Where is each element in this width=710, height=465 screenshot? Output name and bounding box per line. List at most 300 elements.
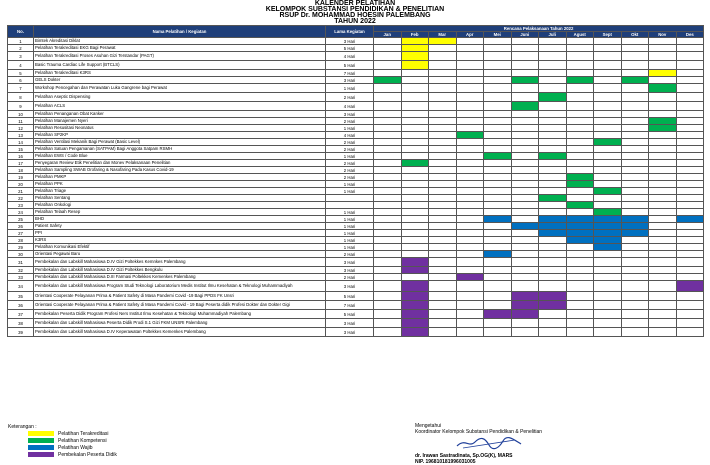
- month-cell: [676, 38, 704, 45]
- month-cell: [539, 146, 567, 153]
- row-number: 37: [8, 310, 34, 319]
- row-number: 39: [8, 328, 34, 337]
- month-cell: [539, 93, 567, 102]
- month-cell: [429, 281, 457, 292]
- month-cell: [566, 125, 594, 132]
- month-cell: [539, 319, 567, 328]
- row-number: 10: [8, 111, 34, 118]
- month-cell: [676, 181, 704, 188]
- month-cell: [594, 174, 622, 181]
- month-cell: [649, 93, 677, 102]
- month-cell: [676, 146, 704, 153]
- month-cell: [649, 328, 677, 337]
- month-cell: [456, 167, 484, 174]
- row-number: 22: [8, 195, 34, 202]
- month-cell: [511, 77, 539, 84]
- month-cell: [374, 216, 402, 223]
- month-cell: [456, 230, 484, 237]
- month-cell: [429, 274, 457, 281]
- month-cell: [374, 328, 402, 337]
- month-cell: [401, 118, 429, 125]
- month-cell: [374, 160, 402, 167]
- month-cell: [374, 237, 402, 244]
- training-duration: 5 Hari: [326, 61, 374, 70]
- row-number: 36: [8, 301, 34, 310]
- month-cell: [401, 153, 429, 160]
- month-cell: [676, 319, 704, 328]
- month-cell: [621, 118, 649, 125]
- month-cell: [566, 319, 594, 328]
- month-cell: [456, 202, 484, 209]
- month-cell: [594, 77, 622, 84]
- month-cell: [676, 61, 704, 70]
- month-cell: [621, 292, 649, 301]
- table-row: [8, 70, 704, 77]
- month-cell: [566, 146, 594, 153]
- month-cell: [676, 223, 704, 230]
- month-header: Sept: [594, 32, 622, 38]
- month-cell: [621, 84, 649, 93]
- month-cell: [484, 281, 512, 292]
- signature-block: [415, 423, 542, 465]
- month-cell: [621, 38, 649, 45]
- month-cell: [539, 244, 567, 251]
- month-cell: [511, 244, 539, 251]
- month-header: Okt: [621, 32, 649, 38]
- month-cell: [456, 274, 484, 281]
- month-cell: [566, 93, 594, 102]
- month-cell: [401, 132, 429, 139]
- month-cell: [621, 216, 649, 223]
- month-cell: [539, 52, 567, 61]
- training-duration: 3 Hari: [326, 111, 374, 118]
- month-cell: [511, 209, 539, 216]
- month-cell: [566, 274, 594, 281]
- month-cell: [401, 209, 429, 216]
- month-cell: [566, 181, 594, 188]
- table-row: [8, 167, 704, 174]
- month-cell: [456, 237, 484, 244]
- signature-role: Koordinator Kelompok Substansi Pendidikan & Penelitian: [415, 429, 543, 435]
- month-header: Apr: [456, 32, 484, 38]
- training-name: Pembekalan Peserta Didik Program Profesi Ners Institut Ilmu Kesehatan & Teknologi Muhammadiyah Palembang: [34, 310, 326, 319]
- month-cell: [374, 202, 402, 209]
- month-cell: [649, 118, 677, 125]
- month-cell: [594, 274, 622, 281]
- month-cell: [484, 146, 512, 153]
- header-no: No.: [8, 26, 34, 38]
- month-cell: [374, 174, 402, 181]
- doc-title-1: KALENDER PELATIHAN: [314, 0, 396, 7]
- month-cell: [621, 237, 649, 244]
- row-number: 33: [8, 274, 34, 281]
- training-name: Pembekalan dan Labskill Mahasiswa Program Studi Teknologi Laboratorium Medis Institut Ilmu Kesehatan & Teknologi Muhammadiyah: [34, 281, 326, 292]
- table-row: [8, 230, 704, 237]
- row-number: 34: [8, 281, 34, 292]
- legend-title: Keterangan :: [8, 424, 37, 430]
- month-cell: [484, 153, 512, 160]
- month-cell: [429, 310, 457, 319]
- month-cell: [374, 45, 402, 52]
- month-cell: [511, 202, 539, 209]
- month-cell: [676, 111, 704, 118]
- schedule-body: [8, 38, 704, 337]
- month-cell: [649, 267, 677, 274]
- row-number: 15: [8, 146, 34, 153]
- legend-label: Pembekalan Peserta Didik: [58, 451, 117, 458]
- month-cell: [676, 93, 704, 102]
- month-cell: [401, 216, 429, 223]
- month-cell: [511, 310, 539, 319]
- table-row: [8, 132, 704, 139]
- month-cell: [649, 281, 677, 292]
- month-cell: [429, 251, 457, 258]
- row-number: 26: [8, 223, 34, 230]
- month-cell: [429, 93, 457, 102]
- training-name: Pelatihan Terakreditasi Proses Asuhan Gizi Terstandar (PAGT): [34, 52, 326, 61]
- month-cell: [594, 38, 622, 45]
- month-cell: [374, 188, 402, 195]
- month-cell: [401, 237, 429, 244]
- month-cell: [566, 251, 594, 258]
- month-cell: [676, 132, 704, 139]
- month-cell: [649, 160, 677, 167]
- month-cell: [456, 181, 484, 188]
- training-name: Pelatihan Resusitasi Neonatus: [34, 125, 326, 132]
- row-number: 23: [8, 202, 34, 209]
- month-cell: [429, 328, 457, 337]
- month-cell: [511, 292, 539, 301]
- month-cell: [649, 251, 677, 258]
- month-cell: [484, 38, 512, 45]
- month-header: Nov: [649, 32, 677, 38]
- training-duration: 1 Hari: [326, 244, 374, 251]
- month-cell: [429, 209, 457, 216]
- month-header: Agust: [566, 32, 594, 38]
- month-cell: [676, 102, 704, 111]
- month-cell: [649, 174, 677, 181]
- month-cell: [649, 45, 677, 52]
- month-cell: [539, 223, 567, 230]
- month-cell: [401, 139, 429, 146]
- training-duration: 7 Hari: [326, 70, 374, 77]
- month-cell: [511, 223, 539, 230]
- training-name: Pelatihan Manajemen Nyeri: [34, 118, 326, 125]
- row-number: 3: [8, 52, 34, 61]
- month-cell: [621, 195, 649, 202]
- month-cell: [676, 258, 704, 267]
- row-number: 30: [8, 251, 34, 258]
- month-header: Mei: [484, 32, 512, 38]
- training-duration: 2 Hari: [326, 139, 374, 146]
- training-name: Pelatihan Onkologi: [34, 202, 326, 209]
- month-cell: [511, 258, 539, 267]
- month-cell: [429, 45, 457, 52]
- month-cell: [511, 160, 539, 167]
- table-row: [8, 146, 704, 153]
- month-cell: [676, 84, 704, 93]
- training-duration: 1 Hari: [326, 209, 374, 216]
- month-cell: [621, 153, 649, 160]
- month-cell: [484, 160, 512, 167]
- month-cell: [484, 301, 512, 310]
- training-schedule-table: [7, 25, 704, 337]
- month-cell: [511, 139, 539, 146]
- month-cell: [374, 61, 402, 70]
- month-cell: [374, 118, 402, 125]
- month-cell: [621, 146, 649, 153]
- month-cell: [401, 223, 429, 230]
- month-cell: [676, 45, 704, 52]
- month-cell: [676, 153, 704, 160]
- month-cell: [374, 139, 402, 146]
- month-cell: [566, 202, 594, 209]
- month-cell: [401, 174, 429, 181]
- month-cell: [676, 216, 704, 223]
- month-cell: [566, 267, 594, 274]
- month-cell: [539, 70, 567, 77]
- training-name: BHD: [34, 216, 326, 223]
- month-cell: [511, 281, 539, 292]
- training-name: Pelatihan SP2KP: [34, 132, 326, 139]
- month-cell: [456, 160, 484, 167]
- month-cell: [484, 111, 512, 118]
- month-cell: [566, 310, 594, 319]
- row-number: 38: [8, 319, 34, 328]
- month-cell: [594, 223, 622, 230]
- training-name: Pelatihan Terakreditasi K3RS: [34, 70, 326, 77]
- month-cell: [401, 328, 429, 337]
- month-cell: [456, 267, 484, 274]
- month-cell: [374, 111, 402, 118]
- row-number: 18: [8, 167, 34, 174]
- month-cell: [621, 77, 649, 84]
- month-cell: [374, 301, 402, 310]
- month-cell: [511, 174, 539, 181]
- month-cell: [374, 244, 402, 251]
- month-cell: [539, 45, 567, 52]
- month-cell: [456, 77, 484, 84]
- month-cell: [484, 70, 512, 77]
- table-row: [8, 111, 704, 118]
- row-number: 17: [8, 160, 34, 167]
- month-cell: [429, 160, 457, 167]
- legend-swatch: [28, 431, 54, 436]
- month-cell: [676, 195, 704, 202]
- training-name: Pelatihan Sampling SWAB Orofaring & Nasofaring Pada Kasus Covid-19: [34, 167, 326, 174]
- training-name: GELS Dokter: [34, 77, 326, 84]
- month-cell: [676, 52, 704, 61]
- row-number: 14: [8, 139, 34, 146]
- header-plan: Rencana Pelaksanaan Tahun 2022: [374, 26, 704, 32]
- training-name: Pelatihan Telaah Resep: [34, 209, 326, 216]
- row-number: 13: [8, 132, 34, 139]
- month-cell: [429, 38, 457, 45]
- training-name: Orientasi Cooperate Pelayanan Prima & Patient Safety di Masa Pandemi Covid - 19 Bagi Peserta didik Profesi Dokter dan Dokter Gigi: [34, 301, 326, 310]
- signature-scribble: [455, 436, 525, 450]
- training-duration: 3 Hari: [326, 38, 374, 45]
- month-cell: [401, 301, 429, 310]
- month-cell: [511, 84, 539, 93]
- training-name: Pelatihan EWS / Code Blue: [34, 153, 326, 160]
- month-cell: [594, 52, 622, 61]
- month-cell: [566, 70, 594, 77]
- table-row: [8, 267, 704, 274]
- month-cell: [401, 84, 429, 93]
- training-duration: 2 Hari: [326, 160, 374, 167]
- training-name: K3RS: [34, 237, 326, 244]
- row-number: 32: [8, 267, 34, 274]
- month-cell: [429, 52, 457, 61]
- training-name: Bimtek Akreditasi Diklat: [34, 38, 326, 45]
- month-cell: [594, 237, 622, 244]
- table-row: [8, 160, 704, 167]
- legend-item: [8, 451, 117, 458]
- month-cell: [649, 167, 677, 174]
- month-cell: [511, 45, 539, 52]
- month-cell: [621, 181, 649, 188]
- month-cell: [484, 139, 512, 146]
- month-cell: [429, 319, 457, 328]
- month-cell: [511, 188, 539, 195]
- month-cell: [621, 281, 649, 292]
- training-name: Pelatihan Terakreditasi EKG Bagi Perawat: [34, 45, 326, 52]
- month-cell: [374, 274, 402, 281]
- month-cell: [374, 102, 402, 111]
- month-cell: [566, 111, 594, 118]
- month-cell: [456, 45, 484, 52]
- table-row: [8, 38, 704, 45]
- month-cell: [456, 310, 484, 319]
- month-cell: [484, 45, 512, 52]
- month-cell: [566, 167, 594, 174]
- month-cell: [429, 132, 457, 139]
- month-cell: [676, 125, 704, 132]
- month-cell: [429, 61, 457, 70]
- month-cell: [594, 319, 622, 328]
- month-cell: [539, 301, 567, 310]
- month-cell: [539, 267, 567, 274]
- month-cell: [401, 52, 429, 61]
- training-name: Pelatihan Ventilasi Mekanik Bagi Perawat (Basic Level): [34, 139, 326, 146]
- month-cell: [374, 223, 402, 230]
- row-number: 7: [8, 84, 34, 93]
- month-cell: [429, 292, 457, 301]
- month-cell: [621, 61, 649, 70]
- month-cell: [484, 292, 512, 301]
- month-cell: [429, 244, 457, 251]
- month-cell: [511, 267, 539, 274]
- month-cell: [649, 237, 677, 244]
- month-cell: [649, 38, 677, 45]
- training-name: Pembekalan dan Labskill Mahasiswa D.IV Gizi Poltekkes Kemnkes Palembang: [34, 258, 326, 267]
- month-cell: [511, 251, 539, 258]
- month-cell: [456, 111, 484, 118]
- month-cell: [621, 209, 649, 216]
- table-row: [8, 125, 704, 132]
- month-cell: [484, 202, 512, 209]
- row-number: 31: [8, 258, 34, 267]
- month-cell: [484, 102, 512, 111]
- month-cell: [566, 195, 594, 202]
- month-cell: [484, 216, 512, 223]
- month-cell: [621, 132, 649, 139]
- month-cell: [456, 174, 484, 181]
- month-header: Feb: [401, 32, 429, 38]
- month-cell: [401, 102, 429, 111]
- month-cell: [594, 281, 622, 292]
- month-cell: [374, 93, 402, 102]
- training-name: Orientasi Cooperate Pelayanan Prima & Patient Safety di Masa Pandemi Covid -19 Bagi PPDS FK Unsri: [34, 292, 326, 301]
- row-number: 11: [8, 118, 34, 125]
- month-cell: [539, 274, 567, 281]
- month-cell: [594, 139, 622, 146]
- month-cell: [374, 209, 402, 216]
- legend: [8, 424, 117, 458]
- month-cell: [374, 77, 402, 84]
- month-cell: [649, 223, 677, 230]
- training-name: Penyegaran Review Etik Penelitian dan Monev Pelaksanaan Penelitian: [34, 160, 326, 167]
- training-duration: 3 Hari: [326, 258, 374, 267]
- legend-swatch: [28, 438, 54, 443]
- doc-title-2: KELOMPOK SUBSTANSI PENDIDIKAN & PENELITIAN: [265, 6, 445, 13]
- month-cell: [676, 237, 704, 244]
- table-row: [8, 195, 704, 202]
- month-cell: [511, 132, 539, 139]
- month-cell: [401, 111, 429, 118]
- month-cell: [594, 84, 622, 93]
- doc-title-4: TAHUN 2022: [334, 18, 376, 25]
- month-cell: [484, 52, 512, 61]
- row-number: 29: [8, 244, 34, 251]
- month-cell: [401, 195, 429, 202]
- month-cell: [484, 195, 512, 202]
- month-cell: [429, 267, 457, 274]
- table-row: [8, 292, 704, 301]
- table-row: [8, 209, 704, 216]
- month-cell: [621, 258, 649, 267]
- month-cell: [566, 230, 594, 237]
- month-cell: [594, 160, 622, 167]
- month-cell: [401, 160, 429, 167]
- training-name: PPI: [34, 230, 326, 237]
- training-duration: 5 Hari: [326, 292, 374, 301]
- table-row: [8, 188, 704, 195]
- month-cell: [456, 146, 484, 153]
- month-cell: [649, 216, 677, 223]
- month-cell: [566, 292, 594, 301]
- table-row: [8, 251, 704, 258]
- month-header: Juni: [511, 32, 539, 38]
- month-cell: [649, 274, 677, 281]
- month-cell: [401, 38, 429, 45]
- table-row: [8, 61, 704, 70]
- table-row: [8, 181, 704, 188]
- month-cell: [566, 52, 594, 61]
- month-cell: [484, 132, 512, 139]
- table-row: [8, 258, 704, 267]
- month-cell: [649, 310, 677, 319]
- training-duration: 3 Hari: [326, 319, 374, 328]
- month-cell: [649, 132, 677, 139]
- training-duration: 1 Hari: [326, 188, 374, 195]
- training-duration: 1 Hari: [326, 223, 374, 230]
- month-cell: [456, 195, 484, 202]
- month-cell: [566, 188, 594, 195]
- month-cell: [539, 328, 567, 337]
- month-cell: [539, 132, 567, 139]
- table-row: [8, 223, 704, 230]
